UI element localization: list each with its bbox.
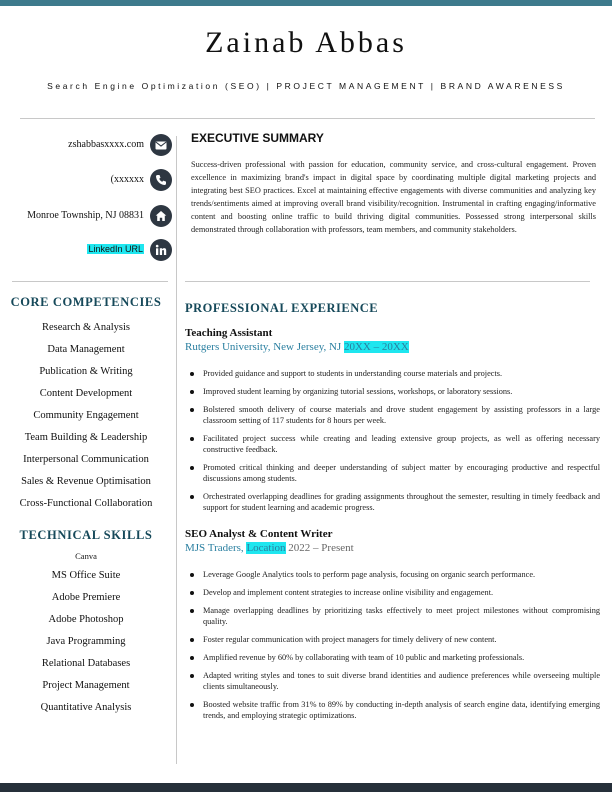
location-text: Monroe Township, NJ 08831 (27, 210, 144, 221)
executive-summary-text: Success-driven professional with passion for education, community service, and cross-cultural engagement. Proven excellence in maximizing brand's impact in digital space by coordinating multiple digital marketing projects and integrating best SEO practices. Excel at maintaining effective engagements with diverse communities and analyzing key trends/sentiments aimed at improving overall brand visibility/recognition. Instrumental in crafting engaging/informative content and boosting online traffic to build thriving digital communities. Possessed strong interpersonal skills demonstrated through collaboration with professors, team members, and community stakeholders. (191, 160, 596, 235)
job-dates: 20XX – 20XX (343, 341, 409, 353)
left-divider (12, 281, 168, 282)
job-location: Location (246, 542, 286, 554)
list-item: Facilitated project success while creating and leading extensive group projects, as well as offering necessary constructive feedback. (185, 433, 600, 455)
job-company (185, 542, 354, 554)
list-item: Adobe Photoshop (48, 614, 124, 625)
list-item: Adobe Premiere (51, 592, 121, 603)
linkedin-link[interactable]: LinkedIn URL (88, 244, 143, 254)
home-icon (150, 205, 172, 227)
list-item: Interpersonal Communication (23, 454, 149, 465)
list-item: Improved student learning by organizing tutorial sessions, workshops, or laboratory sessions. (185, 386, 600, 397)
technical-skills-list (0, 548, 172, 719)
list-item: Develop and implement content strategies to increase online visibility and engagement. (185, 587, 600, 598)
list-item: Promoted critical thinking and deeper understanding of subject matter by encouraging productive and respectful discussions among students. (185, 462, 600, 484)
list-item: Publication & Writing (39, 366, 133, 377)
candidate-name: Zainab Abbas (205, 26, 407, 59)
list-item: Java Programming (46, 636, 126, 647)
contact-location (0, 205, 172, 227)
contact-linkedin[interactable] (0, 239, 172, 261)
email-icon (150, 134, 172, 156)
list-item: Content Development (39, 388, 133, 399)
professional-experience-heading: PROFESSIONAL EXPERIENCE (185, 301, 379, 315)
bottom-accent-bar (0, 783, 612, 792)
list-item: Provided guidance and support to students in understanding course materials and projects. (185, 368, 600, 379)
list-item: Sales & Revenue Optimisation (21, 476, 151, 487)
list-item: Leverage Google Analytics tools to perform page analysis, focusing on organic search performance. (185, 569, 600, 580)
tagline: Search Engine Optimization (SEO) | PROJECT MANAGEMENT | BRAND AWARENESS (47, 81, 565, 91)
technical-skills-heading: TECHNICAL SKILLS (19, 528, 153, 542)
job-title: Teaching Assistant (185, 327, 273, 339)
summary-divider (185, 281, 590, 282)
list-item: Community Engagement (33, 410, 139, 421)
list-item: Data Management (47, 344, 125, 355)
list-item: Adapted writing styles and tones to suit diverse brand identities and audience preferences while overseeing multiple clients simultaneously. (185, 670, 600, 692)
job-bullets (185, 368, 600, 520)
list-item: Bolstered smooth delivery of course materials and drove student engagement by assisting professors in a large classroom setting of 117 students for 8 hours per week. (185, 404, 600, 426)
list-item: Canva (75, 551, 97, 561)
list-item: Amplified revenue by 60% by collaborating with team of 10 public and marketing professionals. (185, 652, 600, 663)
linkedin-icon (150, 239, 172, 261)
job-company (185, 341, 409, 353)
list-item: Relational Databases (41, 658, 131, 669)
company-name: Rutgers University, New Jersey, NJ (185, 341, 342, 353)
list-item: Team Building & Leadership (24, 432, 148, 443)
competencies-list (0, 317, 172, 515)
contact-email[interactable] (0, 134, 172, 156)
list-item: Research & Analysis (41, 322, 131, 333)
list-item: Boosted website traffic from 31% to 89% by conducting in-depth analysis of search engine data, identifying emerging trends, and employing strategic optimizations. (185, 699, 600, 721)
contact-phone[interactable] (0, 169, 172, 191)
list-item: Project Management (42, 680, 130, 691)
list-item: Manage overlapping deadlines by prioritizing tasks effectively to meet project milestones without compromising quality. (185, 605, 600, 627)
list-item: MS Office Suite (51, 570, 121, 581)
job-bullets (185, 569, 600, 728)
core-competencies-heading: CORE COMPETENCIES (10, 295, 162, 309)
list-item: Foster regular communication with project managers for timely delivery of new content. (185, 634, 600, 645)
column-divider (176, 136, 177, 764)
list-item: Quantitative Analysis (40, 702, 132, 713)
phone-icon (150, 169, 172, 191)
phone-text[interactable]: (xxxxxx (110, 174, 144, 185)
list-item: Orchestrated overlapping deadlines for grading assignments throughout the semester, resulting in timely feedback and support for student learning and academic progress. (185, 491, 600, 513)
email-text[interactable]: zshabbasxxxx.com (68, 139, 144, 150)
list-item: Cross-Functional Collaboration (19, 498, 153, 509)
header-divider (20, 118, 595, 119)
job-dates: 2022 – Present (288, 542, 354, 554)
job-title: SEO Analyst & Content Writer (185, 528, 333, 540)
executive-summary-heading: EXECUTIVE SUMMARY (191, 131, 324, 145)
company-name: MJS Traders, (185, 542, 244, 554)
top-accent-bar (0, 0, 612, 6)
